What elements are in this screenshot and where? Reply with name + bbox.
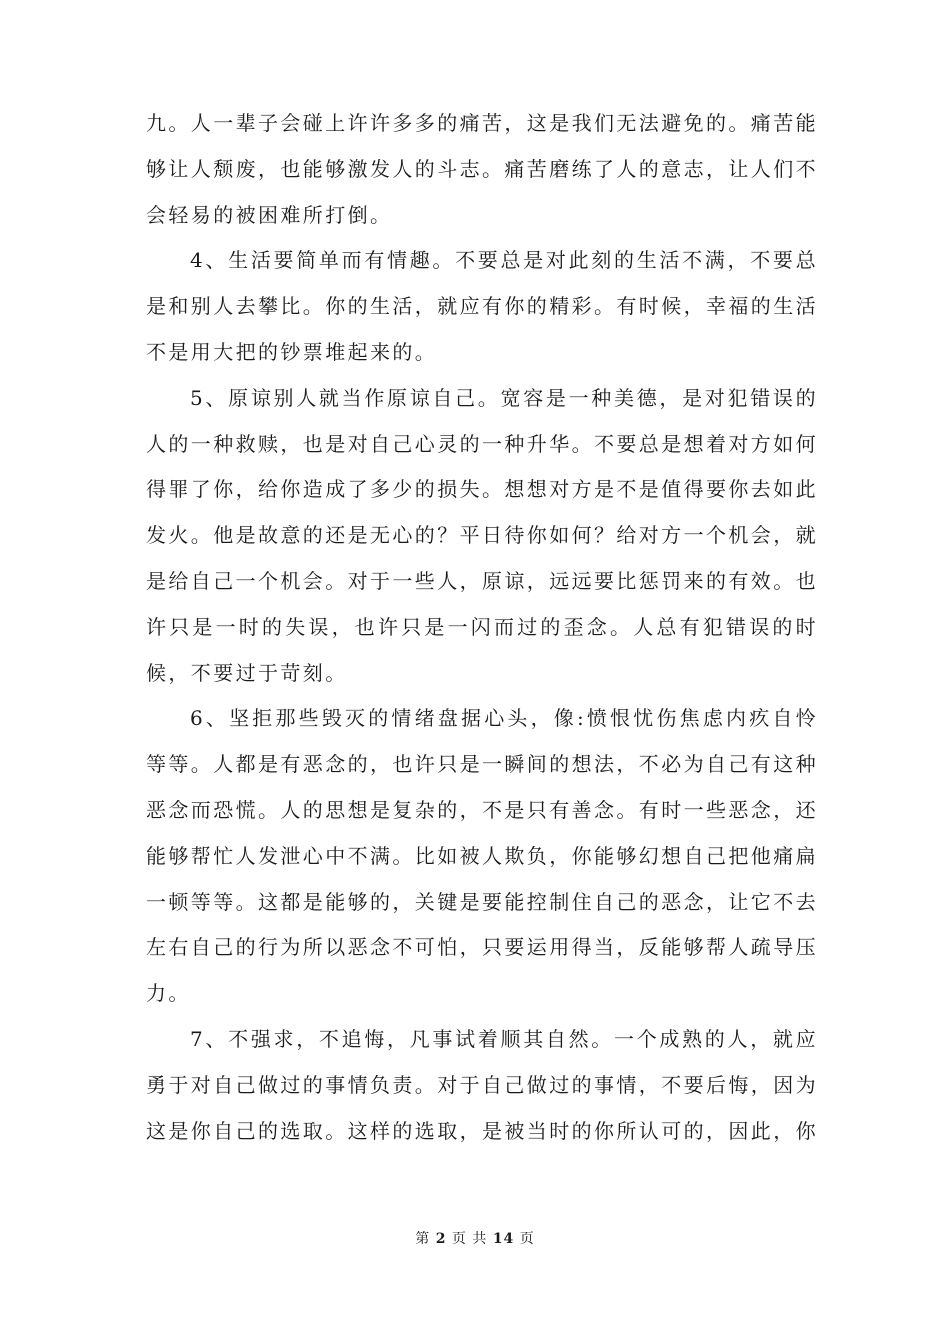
paragraph-item-6: 6、坚拒那些毁灭的情绪盘据心头，像:愤恨忧伤焦虑内疚自怜等等。人都是有恶念的，也许只是一瞬间的想法，不必为自己有这种恶念而恐慌。人的思想是复杂的，不是只有善念。有时一些恶念，还能够帮忙人发泄心中不满。比如被人欺负，你能够幻想自己把他痛扁一顿等等。这都是能够的，关键是要能控制住自己的恶念，让它不去左右自己的行为所以恶念不可怕，只要运用得当，反能够帮人疏导压力。 — [146, 706, 818, 1006]
footer-total-pages: 14 — [492, 1231, 515, 1247]
document-body — [146, 101, 818, 1154]
paragraph-item-5: 5、原谅别人就当作原谅自己。宽容是一种美德，是对犯错误的人的一种救赎，也是对自己心灵的一种升华。不要总是想着对方如何得罪了你，给你造成了多少的损失。想想对方是不是值得要你去如此发火。他是故意的还是无心的？平日待你如何？给对方一个机会，就是给自己一个机会。对于一些人，原谅，远远要比惩罚来的有效。也许只是一时的失误，也许只是一闪而过的歪念。人总有犯错误的时候，不要过于苛刻。 — [146, 385, 818, 685]
footer-page-number: 2 — [435, 1231, 447, 1247]
paragraph-continuation: 九。人一辈子会碰上许许多多的痛苦，这是我们无法避免的。痛苦能够让人颓废，也能够激发人的斗志。痛苦磨练了人的意志，让人们不会轻易的被困难所打倒。 — [146, 111, 818, 227]
paragraph-item-4: 4、生活要简单而有情趣。不要总是对此刻的生活不满，不要总是和别人去攀比。你的生活，就应有你的精彩。有时候，幸福的生活不是用大把的钞票堆起来的。 — [146, 248, 818, 364]
footer-middle: 页 共 — [451, 1231, 488, 1247]
footer-prefix: 第 — [415, 1231, 431, 1247]
page-footer — [0, 1228, 950, 1248]
paragraph-item-7: 7、不强求，不追悔，凡事试着顺其自然。一个成熟的人，就应勇于对自己做过的事情负责。对于自己做过的事情，不要后悔，因为这是你自己的选取。这样的选取，是被当时的你所认可的，因此，你 — [146, 1026, 818, 1143]
footer-suffix: 页 — [519, 1231, 535, 1247]
